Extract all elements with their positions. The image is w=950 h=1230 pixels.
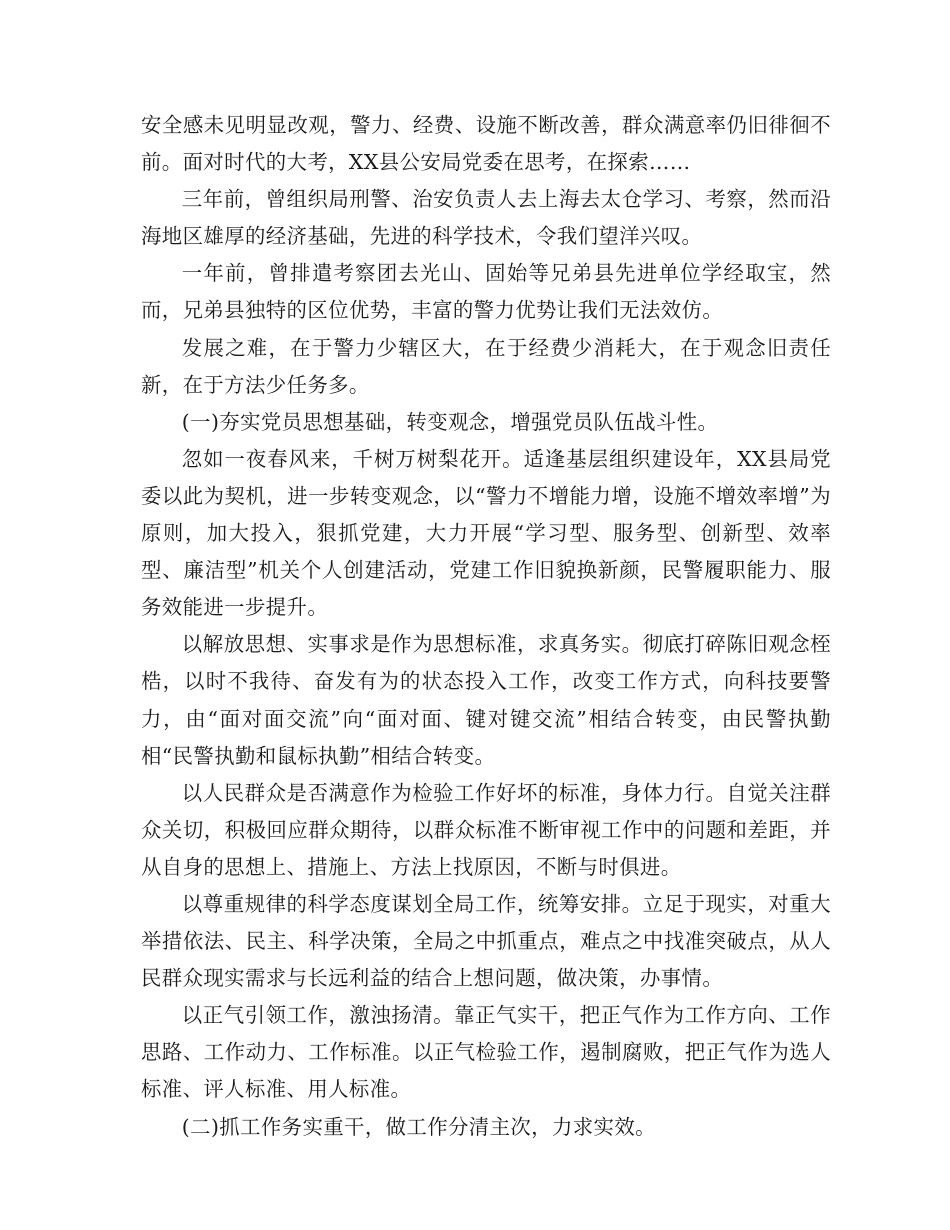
paragraph-righteousness: 以正气引领工作，激浊扬清。靠正气实干，把正气作为工作方向、工作思路、工作动力、工作标准。以正气检验工作，遏制腐败，把正气作为选人标准、评人标准、用人标准。 xyxy=(141,1003,831,1102)
paragraph-three-years-ago: 三年前，曾组织局刑警、治安负责人去上海去太仓学习、考察，然而沿海地区雄厚的经济基础，先进的科学技术，令我们望洋兴叹。 xyxy=(141,187,831,249)
paragraph-continuation: 安全感未见明显改观，警力、经费、设施不断改善，群众满意率仍旧徘徊不前。面对时代的大考，XX县公安局党委在思考，在探索…… xyxy=(141,113,831,175)
paragraph-people-satisfaction: 以人民群众是否满意作为检验工作好坏的标准，身体力行。自觉关注群众关切，积极回应群众期待，以群众标准不断审视工作中的问题和差距，并从自身的思想上、措施上、方法上找原因，不断与时俱进。 xyxy=(141,780,831,879)
paragraph-one-year-ago: 一年前，曾排遣考察团去光山、固始等兄弟县先进单位学经取宝，然而，兄弟县独特的区位优势，丰富的警力优势让我们无法效仿。 xyxy=(141,261,831,323)
paragraph-development-difficulty: 发展之难，在于警力少辖区大，在于经费少消耗大，在于观念旧责任新，在于方法少任务多。 xyxy=(141,335,831,397)
paragraph-scientific-attitude: 以尊重规律的科学态度谋划全局工作，统筹安排。立足于现实，对重大举措依法、民主、科学决策，全局之中抓重点，难点之中找准突破点，从人民群众现实需求与长远利益的结合上想问题，做决策，办事情。 xyxy=(141,891,831,991)
section-heading-2: (二)抓工作务实重干，做工作分清主次，力求实效。 xyxy=(181,1114,656,1139)
document-body xyxy=(141,107,831,1146)
paragraph-spring-breeze: 忽如一夜春风来，千树万树梨花开。适逢基层组织建设年，XX县局党委以此为契机，进一步转变观念，以“警力不增能力增，设施不增效率增”为原则，加大投入，狠抓党建，大力开展“学习型、服务型、创新型、效率型、廉洁型”机关个人创建活动，党建工作旧貌换新颜，民警履职能力、服务效能进一步提升。 xyxy=(141,446,831,620)
section-heading-1: (一)夯实党员思想基础，转变观念，增强党员队伍战斗性。 xyxy=(181,409,719,434)
paragraph-emancipate-mind: 以解放思想、实事求是作为思想标准，求真务实。彻底打碎陈旧观念桎梏，以时不我待、奋发有为的状态投入工作，改变工作方式，向科技要警力，由“面对面交流”向“面对面、键对键交流”相结合转变，由民警执勤相“民警执勤和鼠标执勤”相结合转变。 xyxy=(141,632,831,768)
